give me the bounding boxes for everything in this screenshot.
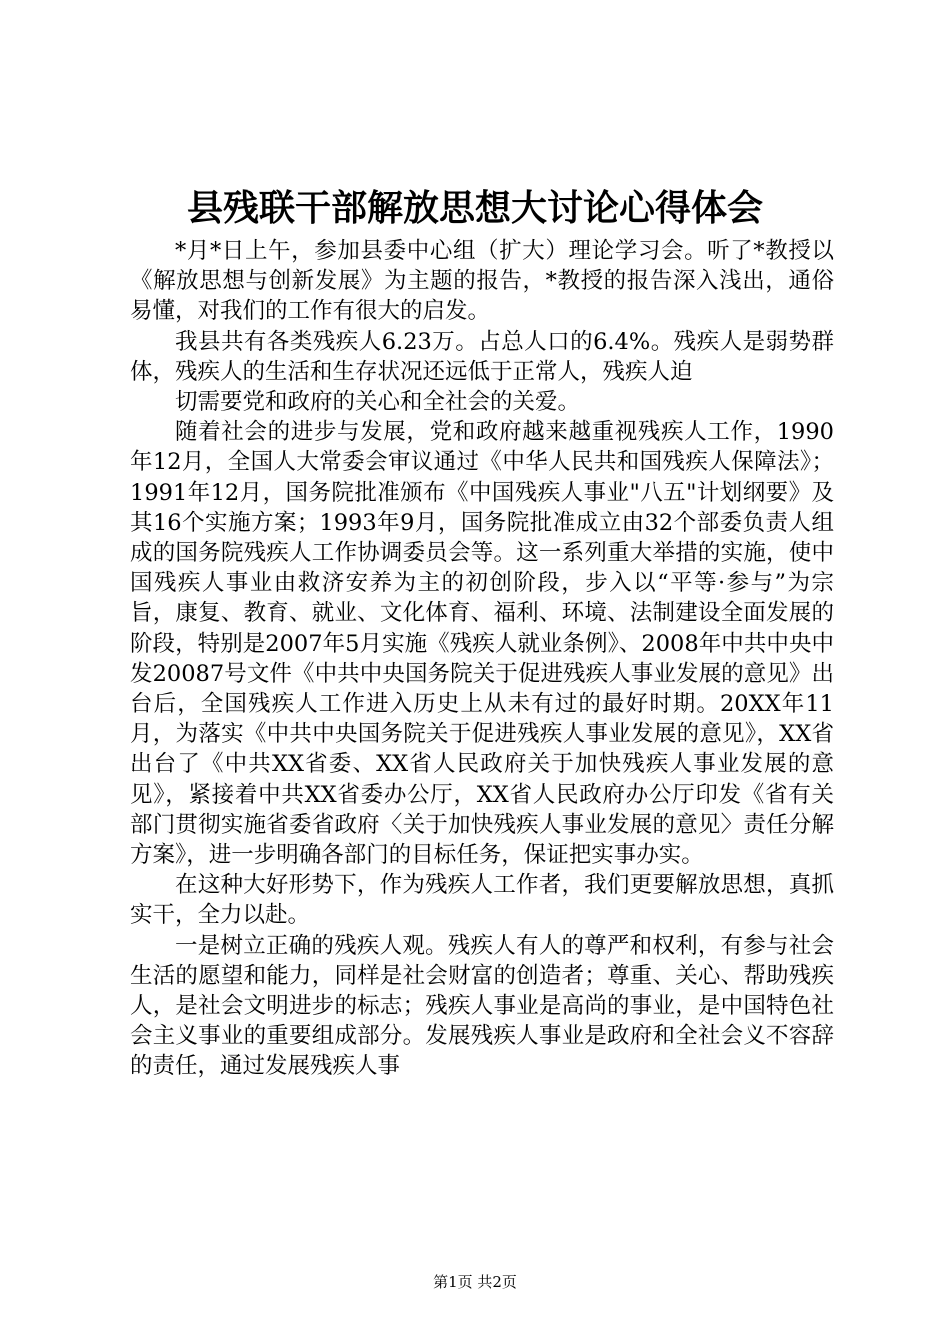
paragraph: *月*日上午，参加县委中心组（扩大）理论学习会。听了*教授以《解放思想与创新发展》为主题的报告，*教授的报告深入浅出，通俗易懂，对我们的工作有很大的启发。 <box>130 238 834 325</box>
paragraph: 在这种大好形势下，作为残疾人工作者，我们更要解放思想，真抓实干，全力以赴。 <box>130 872 834 929</box>
page-footer: 第1页 共2页 <box>433 1273 517 1291</box>
paragraph: 我县共有各类残疾人6.23万。占总人口的6.4%。残疾人是弱势群体，残疾人的生活和生存状况还远低于正常人，残疾人迫 <box>130 328 834 385</box>
paragraph: 切需要党和政府的关心和全社会的关爱。 <box>175 389 581 416</box>
document-body <box>130 236 834 1082</box>
document-title: 县残联干部解放思想大讨论心得体会 <box>186 187 763 229</box>
paragraph: 一是树立正确的残疾人观。残疾人有人的尊严和权利，有参与社会生活的愿望和能力，同样是社会财富的创造者；尊重、关心、帮助残疾人，是社会文明进步的标志；残疾人事业是高尚的事业，是中国特色社会主义事业的重要组成部分。发展残疾人事业是政府和全社会义不容辞的责任，通过发展残疾人事 <box>130 932 834 1080</box>
paragraph: 随着社会的进步与发展，党和政府越来越重视残疾人工作，1990年12月，全国人大常委会审议通过《中华人民共和国残疾人保障法》；1991年12月，国务院批准颁布《中国残疾人事业"八五"计划纲要》及其16个实施方案；1993年9月，国务院批准成立由32个部委负责人组成的国务院残疾人工作协调委员会等。这一系列重大举措的实施，使中国残疾人事业由救济安养为主的初创阶段，步入以“平等·参与”为宗旨，康复、教育、就业、文化体育、福利、环境、法制建设全面发展的阶段，特别是2007年5月实施《残疾人就业条例》、2008年中共中央中发20087号文件《中共中央国务院关于促进残疾人事业发展的意见》出台后，全国残疾人工作进入历史上从未有过的最好时期。20XX年11月，为落实《中共中央国务院关于促进残疾人事业发展的意见》，XX省出台了《中共XX省委、XX省人民政府关于加快残疾人事业发展的意见》，紧接着中共XX省委办公厅，XX省人民政府办公厅印发《省有关部门贯彻实施省委省政府〈关于加快残疾人事业发展的意见〉责任分解方案》，进一步明确各部门的目标任务，保证把实事办实。 <box>130 419 834 869</box>
